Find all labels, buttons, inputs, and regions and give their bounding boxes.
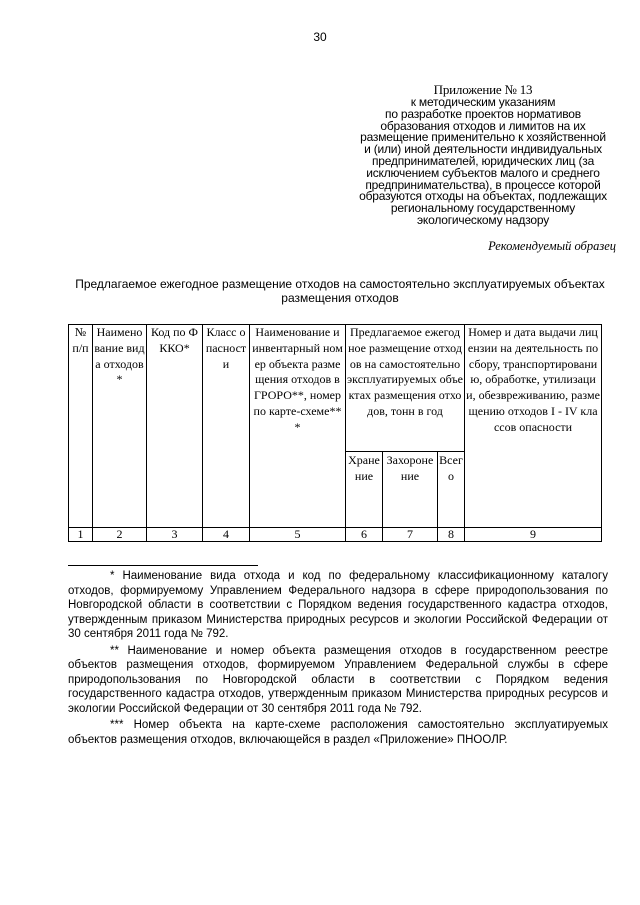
appendix-header: [352, 83, 614, 227]
page-number: 30: [313, 30, 327, 44]
column-number-cell: 1: [69, 528, 93, 542]
waste-placement-table: [68, 324, 602, 542]
column-number-cell: 6: [346, 528, 383, 542]
footnote-2: ** Наименование и номер объекта размещения отходов в государственном реестре объектов размещения отходов, формируемом Управлением Федеральной службы в сфере природопользования по Новгородской области в соответствии с Порядком ведения государственного кадастра отходов, утвержденным приказом Министерства природных ресурсов и экологии Российской Федерации от 30 сентября 2011 года № 792.: [68, 644, 608, 715]
footnotes: [68, 569, 608, 749]
header-waste-name: Наименование вида отходов *: [93, 325, 147, 528]
column-number-cell: 3: [147, 528, 203, 542]
column-number-cell: 4: [203, 528, 250, 542]
heading-line-1: Предлагаемое ежегодное размещение отходов на самостоятельно эксплуатируемых объектах: [75, 277, 605, 291]
header-object-name: Наименование и инвентарный номер объекта размещения отходов в ГРОРО**, номер по карте-схеме***: [250, 325, 346, 528]
appendix-line: экологическому надзору: [417, 212, 549, 227]
appendix-line: предпринимателей, юридических лиц (за: [371, 153, 595, 168]
appendix-line: образования отходов и лимитов на их: [380, 118, 586, 133]
recommended-sample-label: Рекомендуемый образец: [488, 239, 616, 253]
appendix-line: к методическим указаниям: [410, 95, 556, 109]
column-number-cell: 8: [438, 528, 465, 542]
appendix-line: предпринимательства), в процессе которой: [365, 177, 601, 192]
footnote-separator: [68, 565, 258, 566]
subheader-burial: Захоронение: [383, 452, 438, 528]
header-number: № п/п: [69, 325, 93, 528]
column-number-cell: 2: [93, 528, 147, 542]
header-fkko-code: Код по ФККО*: [147, 325, 203, 528]
footnote-1: * Наименование вида отхода и код по федеральному классификационному каталогу отходов, формируемому Управлением Федерального надзора в сфере природопользования по Новгородской области в соответствии с Порядком ведения государственного кадастра отходов, утвержденным приказом Министерства природных ресурсов и экологии Российской Федерации от 30 сентября 2011 года № 792.: [68, 570, 608, 640]
footnote-3: *** Номер объекта на карте-схеме расположения самостоятельно эксплуатируемых объектов размещения отходов, включающейся в раздел «Приложение» ПНООЛР.: [68, 719, 608, 746]
column-number-cell: 9: [465, 528, 602, 542]
appendix-line: образуются отходы на объектах, подлежащих: [359, 189, 607, 204]
appendix-line: региональному государственному: [390, 201, 576, 216]
column-number-cell: 7: [383, 528, 438, 542]
heading-line-2: размещения отходов: [281, 291, 399, 305]
appendix-line: по разработке проектов нормативов: [385, 106, 581, 121]
appendix-line: исключением субъектов малого и среднего: [366, 165, 600, 180]
header-hazard-class: Класс опасности: [203, 325, 250, 528]
header-proposed-placement: Предлагаемое ежегодное размещение отходов на самостоятельно эксплуатируемых объектах размещения отходов, тонн в год: [346, 325, 465, 452]
subheader-total: Всего: [438, 452, 465, 528]
appendix-line: размещение применительно к хозяйственной: [360, 130, 606, 145]
appendix-title: Приложение № 13: [433, 82, 533, 97]
appendix-line: и (или) иной деятельности индивидуальных: [364, 142, 602, 157]
subheader-storage: Хранение: [346, 452, 383, 528]
column-number-cell: 5: [250, 528, 346, 542]
document-heading: [60, 277, 620, 305]
header-license: Номер и дата выдачи лицензии на деятельность по сбору, транспортированию, обработке, утилизации, обезвреживанию, размещению отходов I - IV классов опасности: [465, 325, 602, 528]
